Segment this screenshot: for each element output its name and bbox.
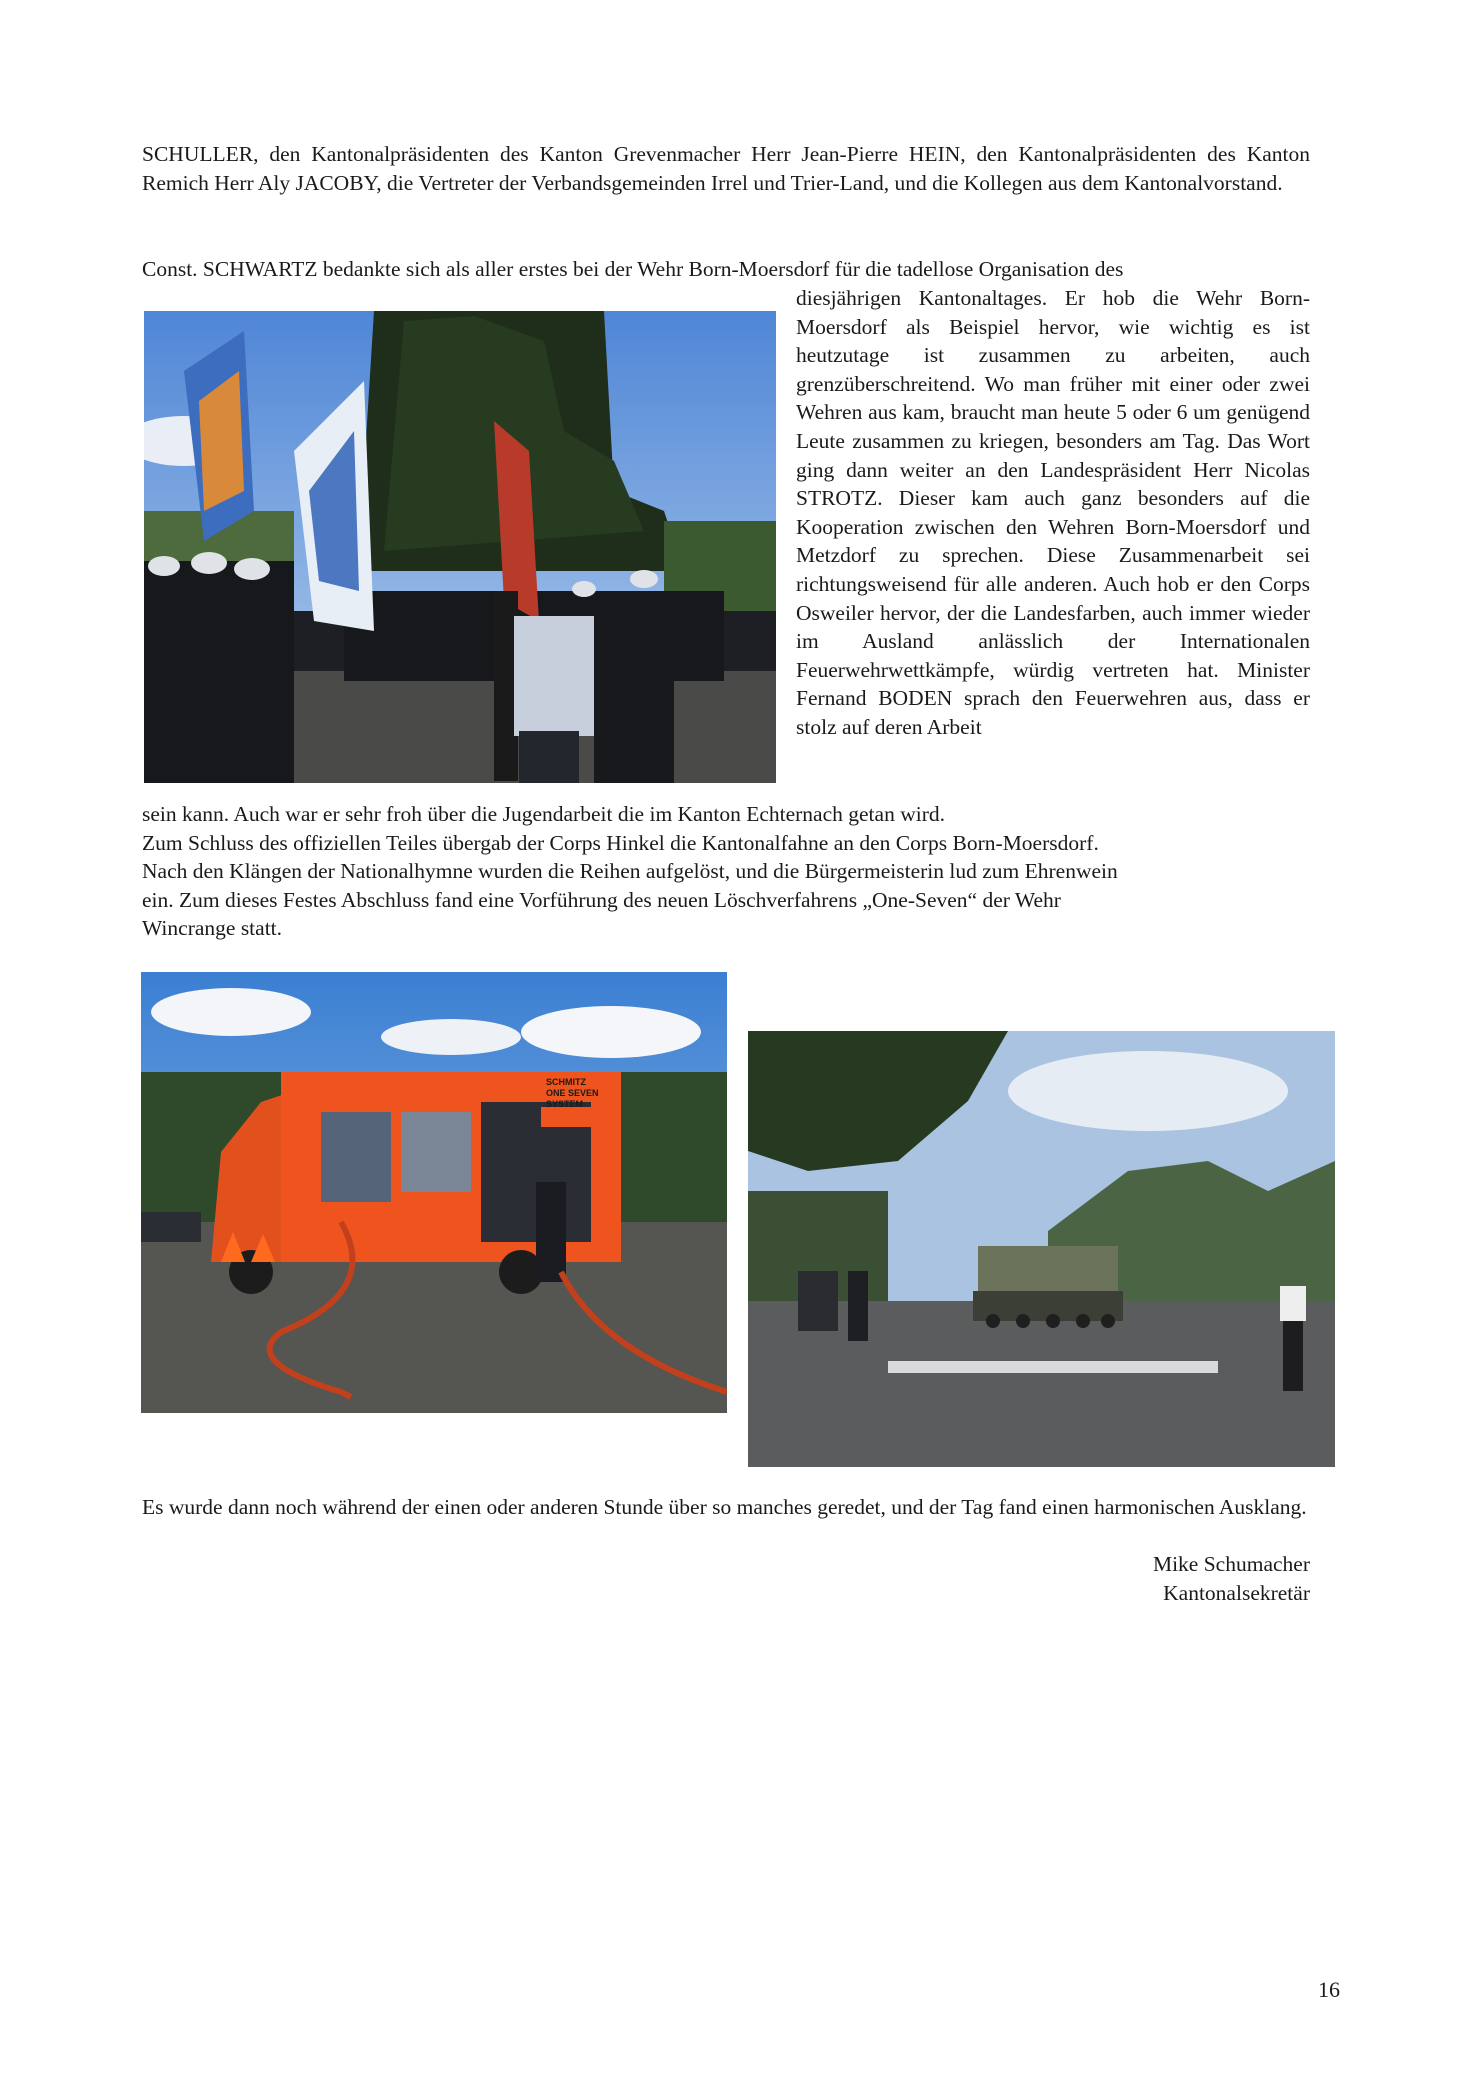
truck-lettering-line: ONE SEVEN (546, 1088, 599, 1098)
author-role: Kantonalsekretär (1163, 1581, 1310, 1605)
armored-vehicle-demo-photo (748, 1031, 1335, 1467)
speech-paragraph-tail (142, 800, 1310, 943)
speech-paragraph-wrapped-text: diesjährigen Kantonaltages. Er hob die Wehr Born-Moersdorf als Beispiel hervor, wie wichtig es ist heutzutage ist zusammen zu arbeiten, auch grenzüberschreitend. Wo man früher mit einer oder zwei Wehren aus kam, braucht man heute 5 oder 6 um genügend Leute zusammen zu kriegen, besonders am Tag. Das Wort ging dann weiter an den Landespräsident Herr Nicolas STROTZ. Dieser kam auch ganz besonders auf die Kooperation zwischen den Wehren Born-Moersdorf und Metzdorf zu sprechen. Diese Zusammenarbeit sei richtungsweisend für alle anderen. Auch hob er den Corps Osweiler hervor, der die Landesfarben, auch immer wieder im Ausland anlässlich der Internationalen Feuerwehrwettkämpfe, würdig vertreten hat. Minister Fernand BODEN sprach den Feuerwehren aus, dass er stolz auf deren Arbeit (796, 286, 1310, 739)
text-line: Wincrange statt. (142, 916, 283, 941)
flag-ceremony-photo (144, 311, 776, 783)
truck-lettering-line: SCHMITZ (546, 1077, 586, 1087)
text-line: Nach den Klängen der Nationalhymne wurden die Reihen aufgelöst, und die Bürgermeisterin lud zum Ehrenwein (142, 859, 1118, 884)
intro-paragraph: SCHULLER, den Kantonalpräsidenten des Kanton Grevenmacher Herr Jean-Pierre HEIN, den Kantonalpräsidenten des Kanton Remich Herr Aly JACOBY, die Vertreter der Verbandsgemeinden Irrel und Trier-Land, und die Kollegen aus dem Kantonalvorstand. (142, 142, 1310, 195)
closing-paragraph: Es wurde dann noch während der einen oder anderen Stunde über so manches geredet, und der Tag fand einen harmonischen Ausklang. (142, 1495, 1307, 1519)
truck-lettering-line: SYSTEM (546, 1099, 584, 1109)
page-number: 16 (1318, 1977, 1340, 2002)
speech-paragraph-first-line: Const. SCHWARTZ bedankte sich als aller erstes bei der Wehr Born-Moersdorf für die tadellose Organisation des (142, 257, 1124, 281)
text-line: ein. Zum dieses Festes Abschluss fand eine Vorführung des neuen Löschverfahrens „One-Seven“ der Wehr (142, 887, 1061, 912)
fire-truck-photo (141, 972, 727, 1413)
author-name: Mike Schumacher (1152, 1552, 1310, 1576)
text-line: Zum Schluss des offiziellen Teiles übergab der Corps Hinkel die Kantonalfahne an den Corps Born-Moersdorf. (142, 830, 1099, 855)
text-line: sein kann. Auch war er sehr froh über die Jugendarbeit die im Kanton Echternach getan wird. (142, 802, 945, 826)
